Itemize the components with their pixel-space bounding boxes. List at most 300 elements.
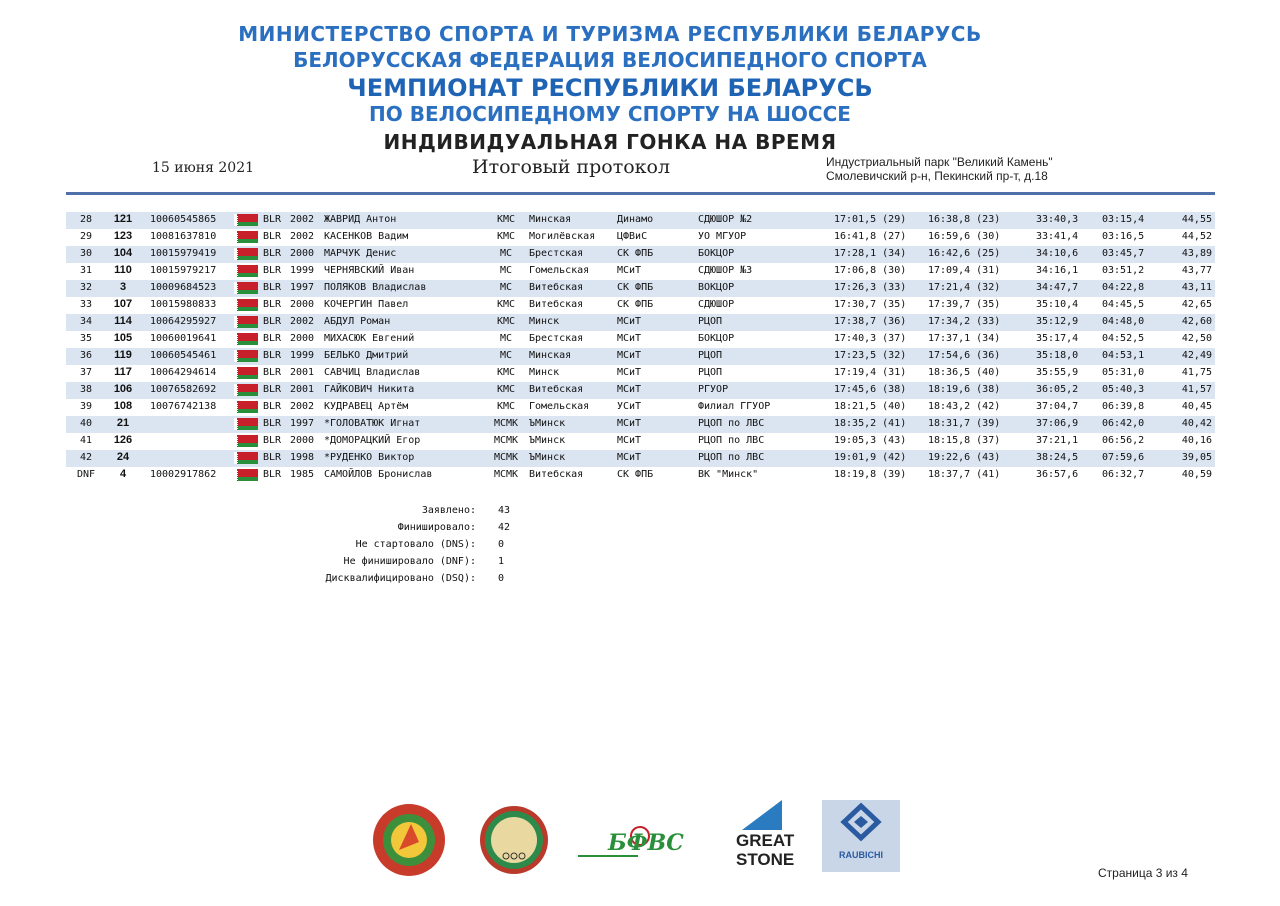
rider-club: МСиТ [617, 316, 642, 327]
time-gap: 04:52,5 [1102, 333, 1145, 344]
summary-label: Дисквалифицировано (DSQ): [325, 573, 476, 584]
rider-team: УО МГУОР [698, 231, 747, 242]
rider-region: Минск [529, 367, 560, 378]
rider-category: МСМК [493, 469, 519, 480]
bfvs-logo-text: БФВС [608, 830, 684, 856]
rider-birth-year: 1997 [290, 282, 315, 293]
rider-birth-year: 2002 [290, 401, 315, 412]
rider-team: РЦОП по ЛВС [698, 435, 765, 446]
rider-region: Брестская [529, 333, 584, 344]
rider-team: БОКЦОР [698, 333, 735, 344]
split-time-2: 17:54,6 (36) [928, 350, 1001, 361]
great-stone-logo [736, 800, 795, 870]
rider-name: ПОЛЯКОВ Владислав [324, 282, 427, 293]
rider-rank: 32 [79, 282, 93, 293]
result-row [66, 297, 1215, 314]
bfvs-logo [578, 826, 706, 860]
rider-uci-id: 10064294614 [150, 367, 217, 378]
time-gap: 06:42,0 [1102, 418, 1145, 429]
rider-category: МСМК [493, 435, 519, 446]
total-time: 35:12,9 [1036, 316, 1079, 327]
rider-rank: DNF [76, 469, 96, 480]
time-gap: 05:31,0 [1102, 367, 1145, 378]
result-row [66, 314, 1215, 331]
split-time-2: 18:19,6 (38) [928, 384, 1001, 395]
result-row [66, 382, 1215, 399]
rider-bib: 107 [113, 298, 133, 310]
sponsor-logos [0, 800, 1280, 880]
rider-bib: 121 [113, 213, 133, 225]
rider-name: МИХАСЮК Евгений [324, 333, 415, 344]
split-time-2: 17:39,7 (35) [928, 299, 1001, 310]
average-speed: 40,45 [1181, 401, 1212, 412]
total-time: 34:10,6 [1036, 248, 1079, 259]
rider-nationality: BLR [263, 265, 282, 276]
rider-name: ЖАВРИД Антон [324, 214, 397, 225]
average-speed: 41,75 [1181, 367, 1212, 378]
time-gap: 04:48,0 [1102, 316, 1145, 327]
rider-bib: 24 [116, 451, 130, 463]
total-time: 34:16,1 [1036, 265, 1079, 276]
result-row [66, 263, 1215, 280]
belarus-flag-icon [234, 452, 258, 464]
belarus-flag-icon [234, 299, 258, 311]
time-gap: 06:32,7 [1102, 469, 1145, 480]
ministry-emblem-icon [369, 802, 449, 878]
rider-uci-id: 10015979217 [150, 265, 217, 276]
average-speed: 42,60 [1181, 316, 1212, 327]
rider-birth-year: 1997 [290, 418, 315, 429]
rider-uci-id: 10060545461 [150, 350, 217, 361]
total-time: 38:24,5 [1036, 452, 1079, 463]
rider-bib: 123 [113, 230, 133, 242]
rider-club: СК ФПБ [617, 299, 654, 310]
rider-bib: 106 [113, 383, 133, 395]
rider-bib: 3 [119, 281, 127, 293]
average-speed: 43,77 [1181, 265, 1212, 276]
rider-region: Гомельская [529, 401, 590, 412]
rider-birth-year: 2000 [290, 299, 315, 310]
rider-birth-year: 1999 [290, 265, 315, 276]
rider-category: МС [499, 350, 513, 361]
split-time-2: 16:42,6 (25) [928, 248, 1001, 259]
total-time: 36:05,2 [1036, 384, 1079, 395]
rider-club: МСиТ [617, 367, 642, 378]
results-table [66, 212, 1215, 484]
rider-nationality: BLR [263, 299, 282, 310]
rider-nationality: BLR [263, 316, 282, 327]
rider-birth-year: 1998 [290, 452, 315, 463]
result-row [66, 450, 1215, 467]
rider-bib: 104 [113, 247, 133, 259]
split-time-1: 17:45,6 (38) [834, 384, 907, 395]
protocol-title: Итоговый протокол [472, 156, 671, 178]
summary-label: Заявлено: [421, 505, 476, 516]
summary-value: 0 [498, 539, 505, 550]
split-time-1: 19:05,3 (43) [834, 435, 907, 446]
split-time-2: 16:59,6 (30) [928, 231, 1001, 242]
total-time: 37:21,1 [1036, 435, 1079, 446]
rider-club: УСиТ [617, 401, 642, 412]
rider-club: СК ФПБ [617, 469, 654, 480]
rider-team: СДЮШОР №2 [698, 214, 753, 225]
split-time-2: 18:43,2 (42) [928, 401, 1001, 412]
rider-birth-year: 1999 [290, 350, 315, 361]
split-time-1: 18:19,8 (39) [834, 469, 907, 480]
rider-rank: 33 [79, 299, 93, 310]
rider-name: МАРЧУК Денис [324, 248, 397, 259]
rider-region: Витебская [529, 282, 584, 293]
rider-region: Витебская [529, 469, 584, 480]
belarus-flag-icon [234, 418, 258, 430]
split-time-1: 18:21,5 (40) [834, 401, 907, 412]
time-gap: 03:15,4 [1102, 214, 1145, 225]
rider-region: Минская [529, 214, 572, 225]
time-gap: 07:59,6 [1102, 452, 1145, 463]
rider-name: ЧЕРНЯВСКИЙ Иван [324, 265, 415, 276]
rider-nationality: BLR [263, 231, 282, 242]
result-row [66, 212, 1215, 229]
rider-club: МСиТ [617, 333, 642, 344]
rider-uci-id: 10009684523 [150, 282, 217, 293]
rider-category: МСМК [493, 452, 519, 463]
time-gap: 04:53,1 [1102, 350, 1145, 361]
rider-nationality: BLR [263, 333, 282, 344]
rider-nationality: BLR [263, 248, 282, 259]
raubichi-logo [822, 800, 900, 872]
rider-rank: 31 [79, 265, 93, 276]
rider-category: КМС [496, 367, 516, 378]
result-row [66, 348, 1215, 365]
rider-club: Динамо [617, 214, 654, 225]
belarus-flag-icon [234, 282, 258, 294]
summary-value: 43 [498, 505, 511, 516]
rider-team: ВК "Минск" [698, 469, 759, 480]
rider-region: ЪМинск [529, 418, 566, 429]
rider-team: Филиал ГГУОР [698, 401, 771, 412]
total-time: 35:17,4 [1036, 333, 1079, 344]
rider-team: ВОКЦОР [698, 282, 735, 293]
belarus-flag-icon [234, 469, 258, 481]
rider-bib: 21 [116, 417, 130, 429]
split-time-1: 17:23,5 (32) [834, 350, 907, 361]
rider-rank: 40 [79, 418, 93, 429]
average-speed: 41,57 [1181, 384, 1212, 395]
rider-bib: 117 [114, 366, 132, 378]
summary-value: 42 [498, 522, 511, 533]
rider-name: КОЧЕРГИН Павел [324, 299, 409, 310]
great-stone-text-2: STONE [736, 850, 795, 869]
belarus-flag-icon [234, 265, 258, 277]
rider-name: ГАЙКОВИЧ Никита [324, 384, 415, 395]
result-row [66, 280, 1215, 297]
split-time-2: 18:37,7 (41) [928, 469, 1001, 480]
split-time-1: 17:19,4 (31) [834, 367, 907, 378]
belarus-flag-icon [234, 214, 258, 226]
rider-region: Витебская [529, 299, 584, 310]
rider-region: ЪМинск [529, 452, 566, 463]
rider-club: МСиТ [617, 384, 642, 395]
rider-rank: 36 [79, 350, 93, 361]
time-gap: 03:45,7 [1102, 248, 1145, 259]
rider-region: Минская [529, 350, 572, 361]
location-line-1: Индустриальный парк "Великий Камень" [826, 155, 1053, 169]
rider-category: МС [499, 282, 513, 293]
rider-rank: 35 [79, 333, 93, 344]
average-speed: 42,65 [1181, 299, 1212, 310]
rider-team: СДЮШОР [698, 299, 735, 310]
rider-name: КАСЕНКОВ Вадим [324, 231, 409, 242]
rider-club: СК ФПБ [617, 248, 654, 259]
rider-rank: 39 [79, 401, 93, 412]
summary-label: Финишировало: [397, 522, 476, 533]
rider-club: ЦФВиС [617, 231, 648, 242]
total-time: 35:18,0 [1036, 350, 1079, 361]
split-time-2: 17:21,4 (32) [928, 282, 1001, 293]
federation-title: БЕЛОРУССКАЯ ФЕДЕРАЦИЯ ВЕЛОСИПЕДНОГО СПОРТА [293, 48, 927, 72]
rider-rank: 34 [79, 316, 93, 327]
event-location [826, 155, 1053, 183]
split-time-2: 19:22,6 (43) [928, 452, 1001, 463]
rider-team: СДЮШОР №3 [698, 265, 753, 276]
olympic-committee-emblem-icon [476, 804, 552, 876]
rider-uci-id: 10015979419 [150, 248, 217, 259]
rider-nationality: BLR [263, 418, 282, 429]
result-row [66, 416, 1215, 433]
rider-category: МС [499, 265, 513, 276]
average-speed: 40,16 [1181, 435, 1212, 446]
rider-nationality: BLR [263, 452, 282, 463]
rider-nationality: BLR [263, 282, 282, 293]
rider-bib: 110 [114, 264, 132, 276]
rider-region: Гомельская [529, 265, 590, 276]
rider-birth-year: 2001 [290, 384, 315, 395]
rider-team: РЦОП по ЛВС [698, 418, 765, 429]
result-row [66, 467, 1215, 484]
rider-nationality: BLR [263, 435, 282, 446]
rider-birth-year: 2000 [290, 248, 315, 259]
great-stone-text-1: GREAT [736, 831, 795, 850]
split-time-2: 17:37,1 (34) [928, 333, 1001, 344]
rider-uci-id: 10060545865 [150, 214, 217, 225]
total-time: 35:10,4 [1036, 299, 1079, 310]
rider-category: КМС [496, 384, 516, 395]
result-row [66, 399, 1215, 416]
championship-title: ЧЕМПИОНАТ РЕСПУБЛИКИ БЕЛАРУСЬ [347, 74, 873, 102]
rider-team: РЦОП по ЛВС [698, 452, 765, 463]
rider-name: *ГОЛОВАТЮК Игнат [324, 418, 421, 429]
split-time-2: 18:15,8 (37) [928, 435, 1001, 446]
belarus-flag-icon [234, 248, 258, 260]
total-time: 37:04,7 [1036, 401, 1079, 412]
rider-nationality: BLR [263, 214, 282, 225]
rider-nationality: BLR [263, 367, 282, 378]
rider-name: АБДУЛ Роман [324, 316, 391, 327]
belarus-flag-icon [234, 350, 258, 362]
rider-uci-id: 10076742138 [150, 401, 217, 412]
ministry-title: МИНИСТЕРСТВО СПОРТА И ТУРИЗМА РЕСПУБЛИКИ БЕЛАРУСЬ [238, 22, 982, 46]
total-time: 35:55,9 [1036, 367, 1079, 378]
rider-club: МСиТ [617, 452, 642, 463]
rider-birth-year: 2000 [290, 435, 315, 446]
time-gap: 06:56,2 [1102, 435, 1145, 446]
time-gap: 03:16,5 [1102, 231, 1145, 242]
average-speed: 43,11 [1181, 282, 1212, 293]
result-row [66, 331, 1215, 348]
rider-club: МСиТ [617, 265, 642, 276]
rider-bib: 119 [114, 349, 132, 361]
rider-category: КМС [496, 299, 516, 310]
rider-bib: 108 [113, 400, 133, 412]
belarus-flag-icon [234, 435, 258, 447]
rider-bib: 4 [119, 468, 127, 480]
split-time-1: 17:01,5 (29) [834, 214, 907, 225]
rider-region: Минск [529, 316, 560, 327]
rider-name: *ДОМОРАЦКИЙ Егор [324, 435, 421, 446]
rider-rank: 29 [79, 231, 93, 242]
split-time-1: 17:30,7 (35) [834, 299, 907, 310]
total-time: 37:06,9 [1036, 418, 1079, 429]
rider-team: РЦОП [698, 350, 723, 361]
split-time-2: 16:38,8 (23) [928, 214, 1001, 225]
summary-label: Не финишировало (DNF): [343, 556, 476, 567]
rider-birth-year: 2002 [290, 316, 315, 327]
belarus-flag-icon [234, 231, 258, 243]
rider-team: РГУОР [698, 384, 729, 395]
rider-nationality: BLR [263, 401, 282, 412]
rider-nationality: BLR [263, 384, 282, 395]
rider-category: МС [499, 248, 513, 259]
rider-name: САВЧИЦ Владислав [324, 367, 421, 378]
rider-uci-id: 10060019641 [150, 333, 217, 344]
total-time: 33:40,3 [1036, 214, 1079, 225]
average-speed: 43,89 [1181, 248, 1212, 259]
rider-rank: 38 [79, 384, 93, 395]
time-gap: 04:22,8 [1102, 282, 1145, 293]
rider-uci-id: 10015980833 [150, 299, 217, 310]
location-line-2: Смолевичский р-н, Пекинский пр-т, д.18 [826, 169, 1048, 183]
rider-category: КМС [496, 401, 516, 412]
rider-uci-id: 10081637810 [150, 231, 217, 242]
page-number: Страница 3 из 4 [1098, 866, 1188, 880]
rider-team: БОКЦОР [698, 248, 735, 259]
average-speed: 44,55 [1181, 214, 1212, 225]
split-time-1: 17:06,8 (30) [834, 265, 907, 276]
rider-rank: 42 [79, 452, 93, 463]
rider-category: МС [499, 333, 513, 344]
rider-rank: 41 [79, 435, 93, 446]
rider-nationality: BLR [263, 350, 282, 361]
rider-nationality: BLR [263, 469, 282, 480]
average-speed: 44,52 [1181, 231, 1212, 242]
rider-category: КМС [496, 231, 516, 242]
total-time: 33:41,4 [1036, 231, 1079, 242]
rider-rank: 30 [79, 248, 93, 259]
rider-birth-year: 2002 [290, 214, 315, 225]
rider-birth-year: 2002 [290, 231, 315, 242]
summary-label: Не стартовало (DNS): [355, 539, 476, 550]
discipline-title: ПО ВЕЛОСИПЕДНОМУ СПОРТУ НА ШОССЕ [369, 102, 851, 126]
rider-rank: 37 [79, 367, 93, 378]
raubichi-text: RAUBICHI [839, 850, 883, 860]
time-gap: 06:39,8 [1102, 401, 1145, 412]
belarus-flag-icon [234, 384, 258, 396]
rider-category: КМС [496, 316, 516, 327]
rider-birth-year: 1985 [290, 469, 315, 480]
belarus-flag-icon [234, 401, 258, 413]
belarus-flag-icon [234, 316, 258, 328]
average-speed: 40,59 [1181, 469, 1212, 480]
belarus-flag-icon [234, 367, 258, 379]
rider-name: БЕЛЬКО Дмитрий [324, 350, 409, 361]
time-gap: 03:51,2 [1102, 265, 1145, 276]
rider-club: МСиТ [617, 435, 642, 446]
time-gap: 05:40,3 [1102, 384, 1145, 395]
rider-rank: 28 [79, 214, 93, 225]
rider-club: МСиТ [617, 418, 642, 429]
result-row [66, 433, 1215, 450]
rider-birth-year: 2000 [290, 333, 315, 344]
split-time-1: 17:38,7 (36) [834, 316, 907, 327]
split-time-1: 18:35,2 (41) [834, 418, 907, 429]
average-speed: 40,42 [1181, 418, 1212, 429]
rider-bib: 114 [114, 315, 132, 327]
split-time-2: 17:34,2 (33) [928, 316, 1001, 327]
rider-region: Брестская [529, 248, 584, 259]
split-time-1: 16:41,8 (27) [834, 231, 907, 242]
header-divider [66, 192, 1215, 195]
rider-team: РЦОП [698, 367, 723, 378]
rider-category: КМС [496, 214, 516, 225]
split-time-1: 17:40,3 (37) [834, 333, 907, 344]
average-speed: 39,05 [1181, 452, 1212, 463]
rider-name: *РУДЕНКО Виктор [324, 452, 415, 463]
belarus-flag-icon [234, 333, 258, 345]
rider-name: САМОЙЛОВ Бронислав [324, 469, 433, 480]
average-speed: 42,49 [1181, 350, 1212, 361]
rider-region: ЪМинск [529, 435, 566, 446]
total-time: 36:57,6 [1036, 469, 1079, 480]
total-time: 34:47,7 [1036, 282, 1079, 293]
rider-club: МСиТ [617, 350, 642, 361]
event-date: 15 июня 2021 [152, 160, 255, 176]
rider-team: РЦОП [698, 316, 723, 327]
rider-region: Могилёвская [529, 231, 596, 242]
split-time-1: 17:28,1 (34) [834, 248, 907, 259]
summary-value: 0 [498, 573, 505, 584]
rider-region: Витебская [529, 384, 584, 395]
time-gap: 04:45,5 [1102, 299, 1145, 310]
split-time-2: 18:36,5 (40) [928, 367, 1001, 378]
rider-name: КУДРАВЕЦ Артём [324, 401, 409, 412]
rider-category: МСМК [493, 418, 519, 429]
split-time-2: 17:09,4 (31) [928, 265, 1001, 276]
summary-value: 1 [498, 556, 505, 567]
rider-uci-id: 10076582692 [150, 384, 217, 395]
split-time-1: 17:26,3 (33) [834, 282, 907, 293]
average-speed: 42,50 [1181, 333, 1212, 344]
result-row [66, 246, 1215, 263]
result-row [66, 365, 1215, 382]
result-row [66, 229, 1215, 246]
event-title: ИНДИВИДУАЛЬНАЯ ГОНКА НА ВРЕМЯ [383, 130, 837, 154]
rider-birth-year: 2001 [290, 367, 315, 378]
rider-bib: 105 [113, 332, 133, 344]
split-time-1: 19:01,9 (42) [834, 452, 907, 463]
rider-club: СК ФПБ [617, 282, 654, 293]
rider-uci-id: 10064295927 [150, 316, 217, 327]
rider-uci-id: 10002917862 [150, 469, 217, 480]
